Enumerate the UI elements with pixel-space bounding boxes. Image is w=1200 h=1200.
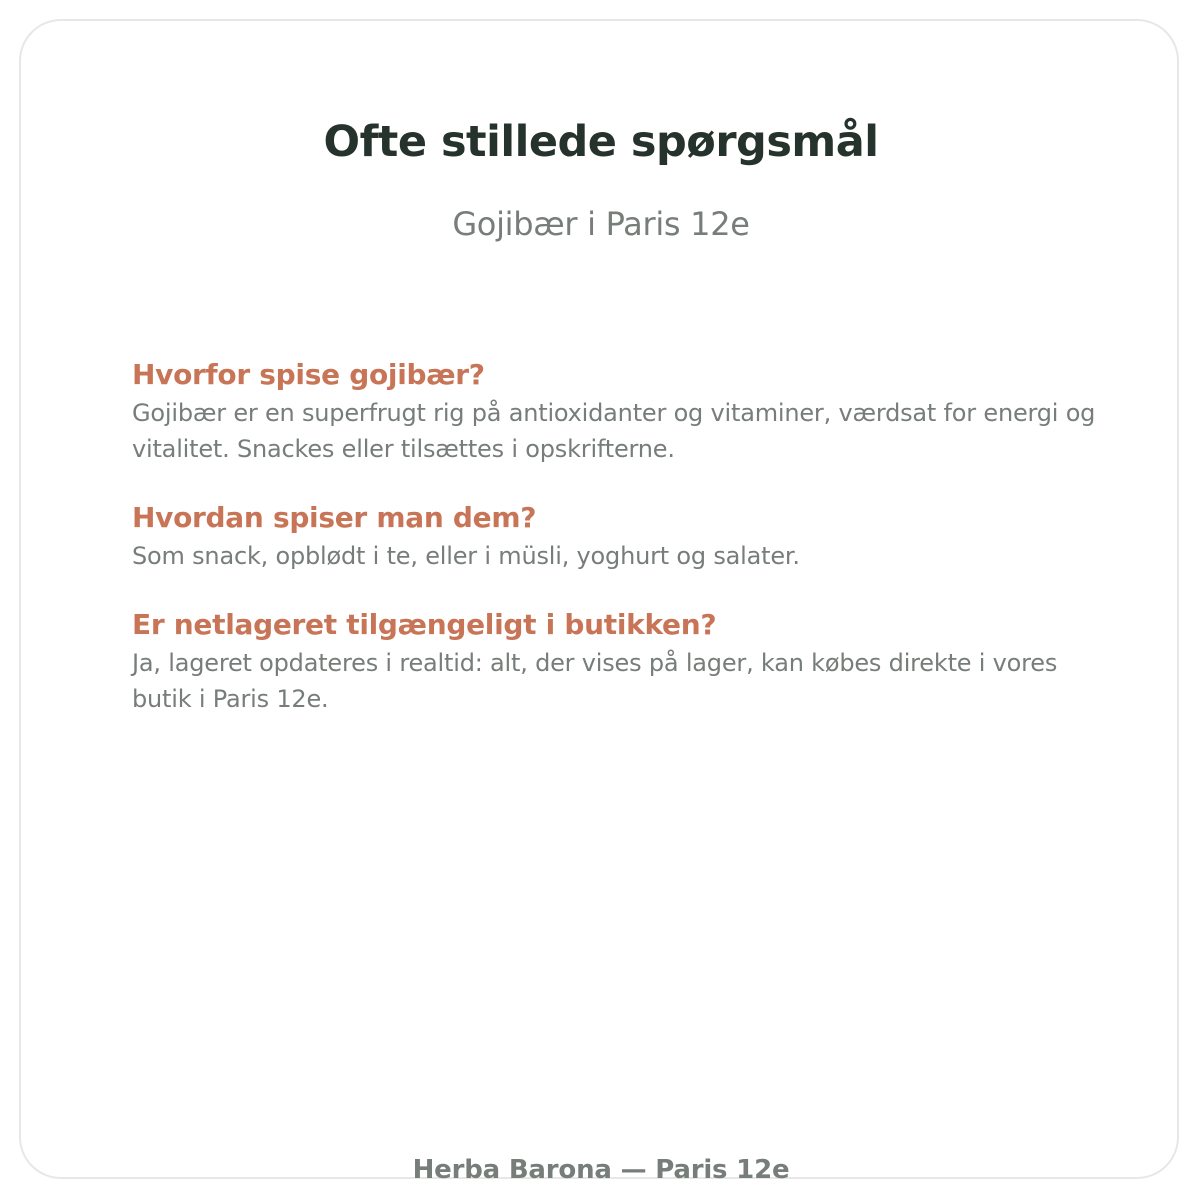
faq-item <box>132 498 1122 574</box>
faq-question: Hvorfor spise gojibær? <box>132 358 485 391</box>
footer-brand: Herba Barona — Paris 12e <box>412 1155 790 1185</box>
faq-answer: Som snack, opblødt i te, eller i müsli, yoghurt og salater. <box>132 542 800 570</box>
faq-answer: Gojibær er en superfrugt rig på antioxidanter og vitaminer, værdsat for energi og vitalitet. Snackes eller tilsættes i opskrifterne. <box>132 399 1096 463</box>
faq-question: Er netlageret tilgængeligt i butikken? <box>132 608 717 641</box>
faq-question: Hvordan spiser man dem? <box>132 501 537 534</box>
page-subtitle: Gojibær i Paris 12e <box>452 205 750 243</box>
faq-item <box>132 605 1122 717</box>
faq-list <box>132 355 1122 748</box>
page-title: Ofte stillede spørgsmål <box>323 117 879 167</box>
faq-item <box>132 355 1122 467</box>
faq-card <box>19 19 1179 1185</box>
faq-answer: Ja, lageret opdateres i realtid: alt, der vises på lager, kan købes direkte i vores butik i Paris 12e. <box>132 649 1058 713</box>
